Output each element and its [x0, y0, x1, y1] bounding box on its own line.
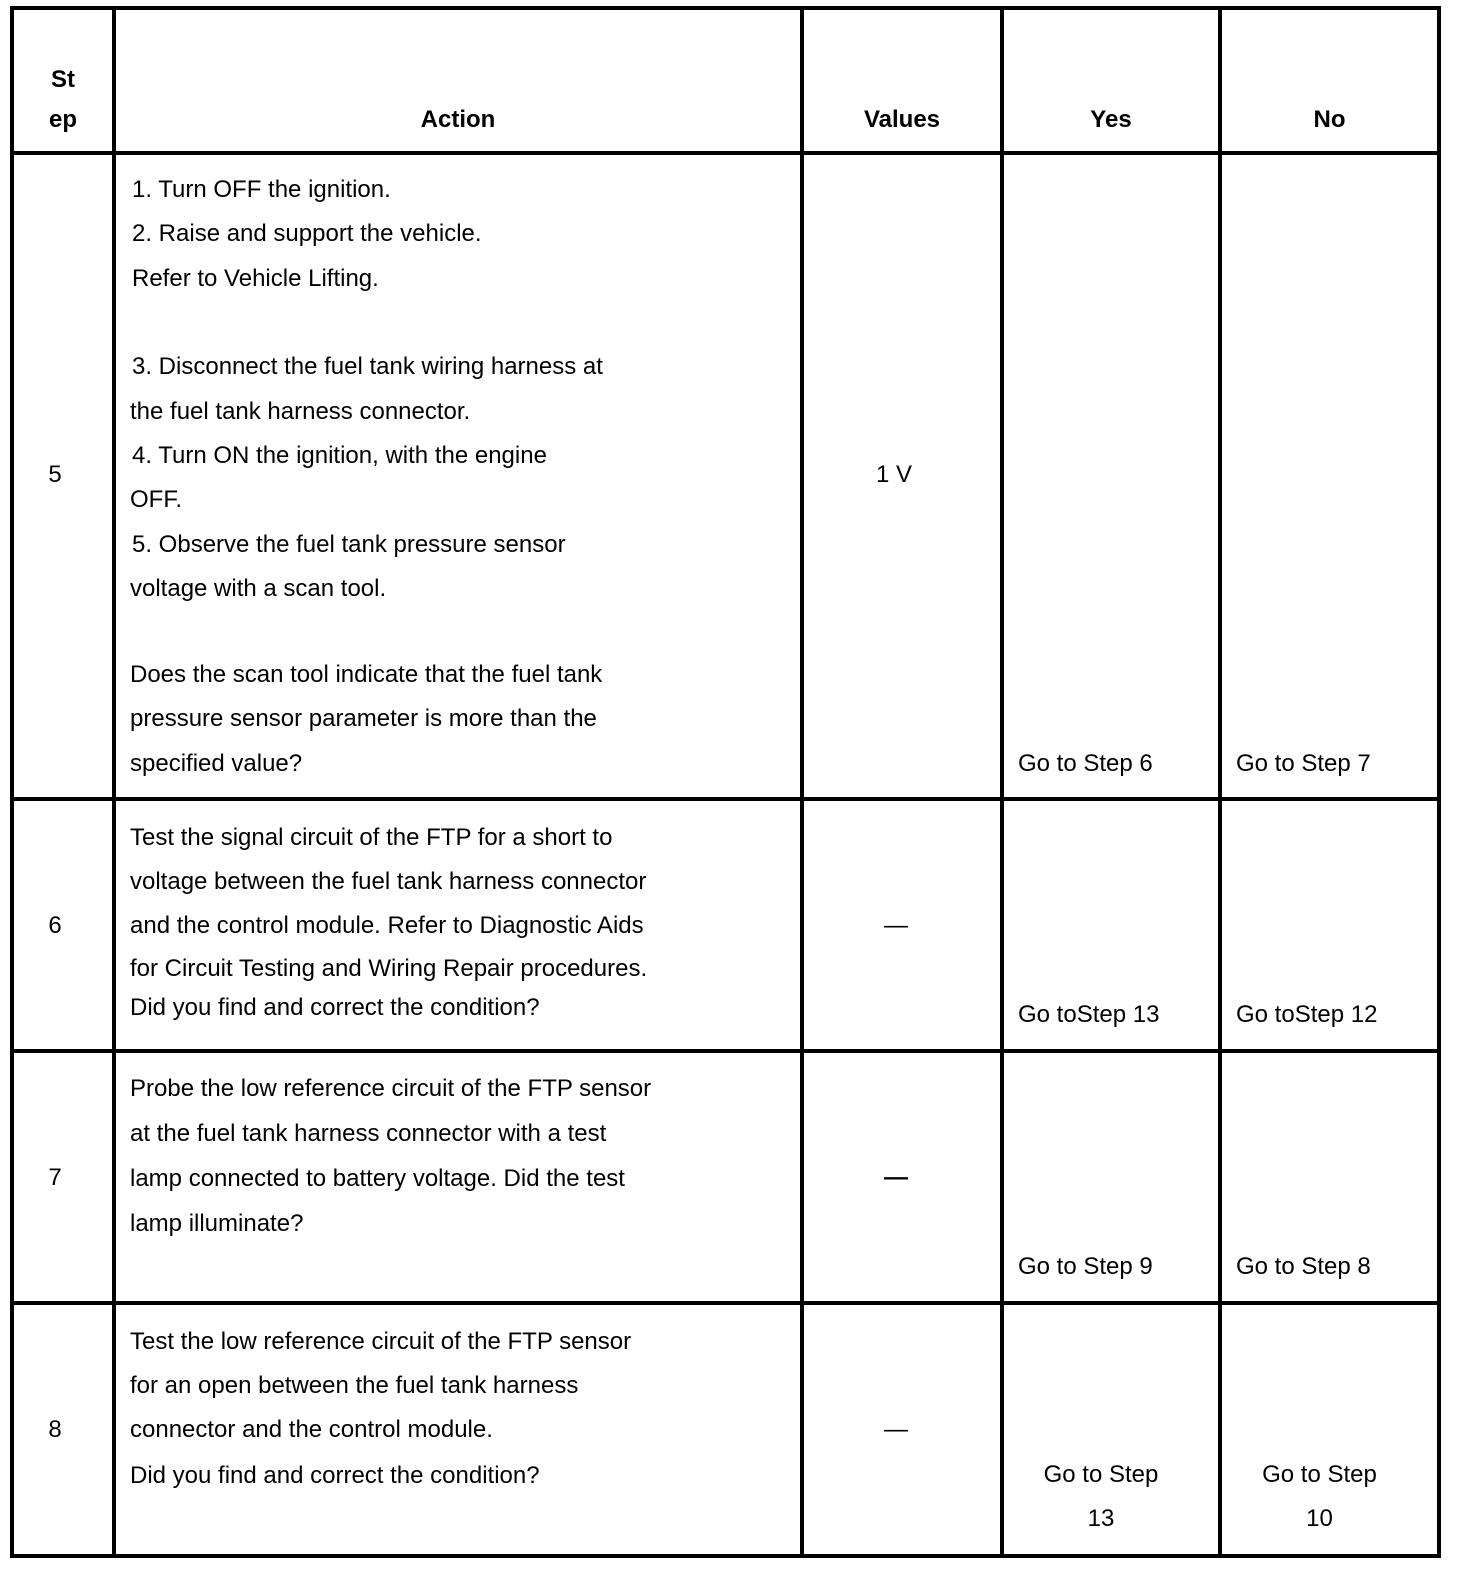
action-line: the fuel tank harness connector.	[130, 398, 471, 425]
table-border-bottom	[10, 1554, 1441, 1558]
action-line: Refer to Vehicle Lifting.	[132, 265, 379, 292]
header-yes: Yes	[1090, 106, 1132, 133]
action-line: Probe the low reference circuit of the FTP sensor	[130, 1075, 652, 1102]
action-line: specified value?	[130, 750, 303, 777]
action-line: 1. Turn OFF the ignition.	[132, 176, 391, 203]
table-border-left	[10, 6, 14, 1558]
no-step-8-line2: 10	[1306, 1505, 1333, 1532]
action-line: at the fuel tank harness connector with a test	[130, 1120, 607, 1147]
header-divider	[10, 151, 1441, 155]
action-line: and the control module. Refer to Diagnostic Aids	[130, 912, 644, 939]
step-number-7: 7	[48, 1164, 62, 1191]
header-step-line1: St	[51, 66, 75, 93]
step-number-6: 6	[48, 912, 62, 939]
yes-step-6[interactable]: Go toStep 13	[1018, 1001, 1160, 1028]
column-divider-values-yes	[1000, 6, 1004, 1558]
action-line: lamp connected to battery voltage. Did the test	[130, 1165, 625, 1192]
value-step-5: 1 V	[875, 461, 913, 488]
no-step-8-line1: Go to Step	[1262, 1461, 1377, 1488]
action-line: 3. Disconnect the fuel tank wiring harness at	[132, 353, 603, 380]
no-step-5[interactable]: Go to Step 7	[1236, 750, 1371, 777]
action-line: Did you find and correct the condition?	[130, 1462, 540, 1489]
yes-step-8-line2: 13	[1087, 1505, 1115, 1532]
table-border-right	[1437, 6, 1441, 1558]
header-step-line2: ep	[48, 106, 77, 133]
action-line: voltage with a scan tool.	[130, 575, 387, 602]
no-step-6[interactable]: Go toStep 12	[1236, 1001, 1378, 1028]
column-divider-step-action	[112, 6, 116, 1558]
column-divider-action-values	[800, 6, 804, 1558]
action-line: voltage between the fuel tank harness connector	[130, 868, 647, 895]
action-line: for an open between the fuel tank harness	[130, 1372, 579, 1399]
yes-step-8-line1: Go to Step	[1043, 1461, 1159, 1488]
action-line: for Circuit Testing and Wiring Repair procedures.	[130, 955, 648, 982]
action-line: 5. Observe the fuel tank pressure sensor	[132, 531, 566, 558]
value-step-7: —	[884, 1164, 908, 1191]
value-step-8: —	[884, 1416, 908, 1443]
action-line: 2. Raise and support the vehicle.	[132, 220, 482, 247]
column-divider-yes-no	[1218, 6, 1222, 1558]
yes-step-7[interactable]: Go to Step 9	[1018, 1253, 1153, 1280]
step-number-5: 5	[48, 461, 62, 488]
action-line: connector and the control module.	[130, 1416, 493, 1443]
row-divider-6-7	[10, 1049, 1441, 1053]
header-no: No	[1313, 106, 1346, 133]
header-values: Values	[863, 106, 941, 133]
value-step-6: —	[884, 912, 908, 939]
yes-step-5[interactable]: Go to Step 6	[1018, 750, 1153, 777]
action-line: lamp illuminate?	[130, 1210, 304, 1237]
action-line: Test the signal circuit of the FTP for a short to	[130, 824, 613, 851]
row-divider-5-6	[10, 797, 1441, 801]
row-divider-7-8	[10, 1301, 1441, 1305]
header-action: Action	[420, 106, 496, 133]
no-step-7[interactable]: Go to Step 8	[1236, 1253, 1371, 1280]
yes-step-8[interactable]	[1004, 1453, 1198, 1541]
action-line: pressure sensor parameter is more than the	[130, 705, 597, 732]
action-line: 4. Turn ON the ignition, with the engine	[132, 442, 547, 469]
action-line: Test the low reference circuit of the FTP sensor	[130, 1328, 632, 1355]
header-step	[14, 60, 112, 140]
action-line: Does the scan tool indicate that the fuel tank	[130, 661, 603, 688]
action-line: OFF.	[130, 486, 182, 513]
no-step-8[interactable]	[1222, 1453, 1417, 1541]
step-number-8: 8	[48, 1416, 62, 1443]
table-border-top	[10, 6, 1441, 10]
action-line: Did you find and correct the condition?	[130, 994, 540, 1021]
